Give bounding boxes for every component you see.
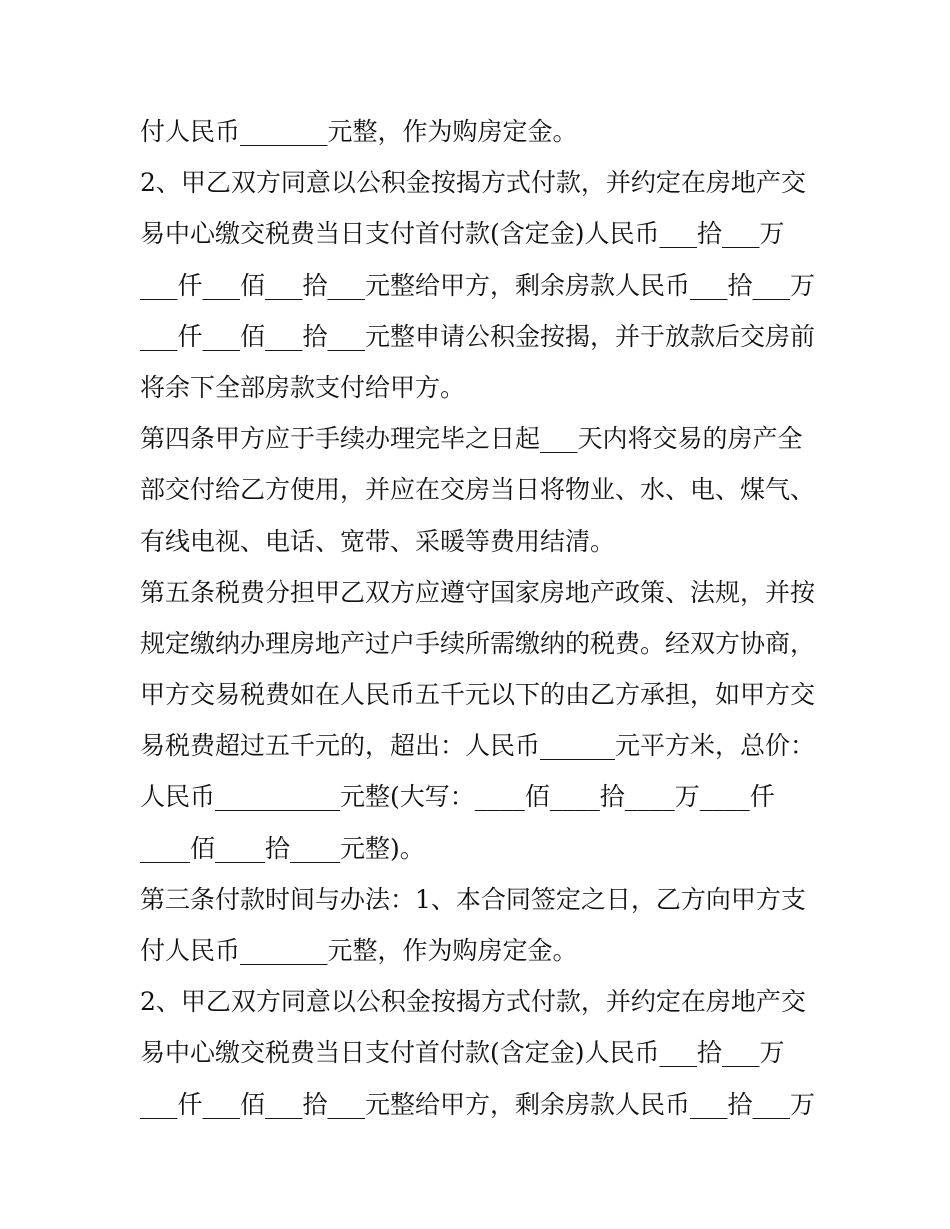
text-line: 易中心缴交税费当日支付首付款(含定金)人民币___拾___万: [140, 1038, 785, 1068]
text-line: 将余下全部房款支付给甲方。: [140, 372, 466, 402]
text-line: ___仟___佰___拾___元整给甲方，剩余房款人民币___拾___万: [140, 270, 816, 300]
text-line: 人民币__________元整(大写：____佰____拾____万____仟: [140, 782, 775, 812]
text-line: 甲方交易税费如在人民币五千元以下的由乙方承担，如甲方交: [140, 680, 816, 710]
text-line: 易中心缴交税费当日支付首付款(含定金)人民币___拾___万: [140, 219, 785, 249]
text-line: 第三条付款时间与办法：1、本合同签定之日，乙方向甲方支: [140, 884, 806, 914]
document-body: [140, 106, 820, 1130]
text-line: 易税费超过五千元的，超出：人民币______元平方米，总价：: [140, 731, 816, 761]
text-line: 付人民币_______元整，作为购房定金。: [140, 117, 578, 146]
text-line: 付人民币_______元整，作为购房定金。: [140, 936, 578, 965]
text-line: 第五条税费分担甲乙双方应遵守国家房地产政策、法规，并按: [140, 577, 816, 607]
text-line: ___仟___佰___拾___元整申请公积金按揭，并于放款后交房前: [140, 321, 816, 351]
text-line: ___仟___佰___拾___元整给甲方，剩余房款人民币___拾___万: [140, 1089, 816, 1119]
text-line: 2、甲乙双方同意以公积金按揭方式付款，并约定在房地产交: [140, 168, 806, 198]
text-line: 第四条甲方应于手续办理完毕之日起___天内将交易的房产全: [140, 424, 803, 454]
text-line: 2、甲乙双方同意以公积金按揭方式付款，并约定在房地产交: [140, 987, 806, 1017]
text-line: ____佰____拾____元整)。: [140, 833, 425, 863]
text-line: 有线电视、电话、宽带、采暖等费用结清。: [140, 526, 616, 556]
text-line: 规定缴纳办理房地产过户手续所需缴纳的税费。经双方协商，: [140, 628, 816, 658]
text-line: 部交付给乙方使用，并应在交房当日将物业、水、电、煤气、: [140, 475, 816, 505]
